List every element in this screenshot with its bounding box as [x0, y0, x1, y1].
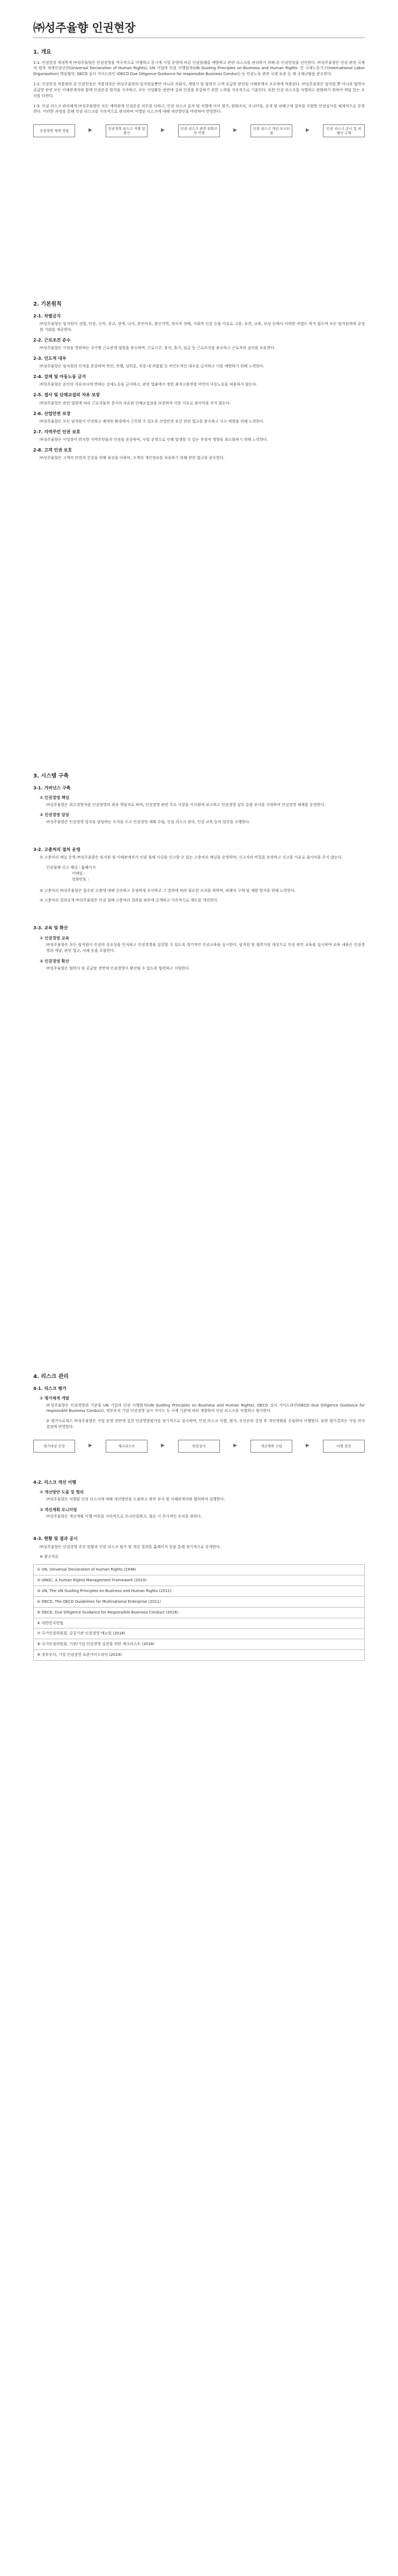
paragraph: ㈜성주율향은 개선계획 이행 여부를 지속적으로 모니터링하고, 필요 시 추가적인 조치를 취한다.: [46, 1514, 202, 1519]
paragraph: ㈜성주율향은 식별된 인권 리스크에 대해 개선방안을 도출하고 관련 부서 및 이해관계자와 협의하여 실행한다.: [46, 1497, 225, 1501]
sub-sub-heading: ② 인권경영 담당: [40, 812, 70, 818]
flow-step: 인권 리스크 개선 모니터링: [250, 124, 292, 137]
channel-label: 전화번호: [72, 877, 87, 882]
table-cell: ② UNGC, A human Rights Management Framework (2010): [34, 1575, 365, 1586]
paragraph: ㈜성주율향은 협력사 및 공급망 전반에 인권경영이 확산될 수 있도록 협력하고 지원한다.: [46, 966, 190, 971]
principle-item: [33, 313, 365, 333]
flow-step: 평가대상 선정: [33, 1440, 75, 1453]
reference-heading: ※ 참고자료: [40, 1555, 59, 1559]
arrow-right-icon: ▶: [89, 1442, 92, 1448]
item-text: ㈜성주율향은 사업을 영위하는 국가별 근로관계 법령을 준수하며, 근로시간, 휴식, 휴가, 임금 등 근로조건을 준수하고 근로자의 권리를 보호한다.: [40, 345, 276, 350]
arrow-right-icon: ▶: [305, 1442, 309, 1448]
sub-sub-heading: ② 인권경영 확산: [40, 958, 70, 964]
paragraph: ㈜성주율향은 인권경영 업무를 담당하는 조직을 두고 인권경영 계획 수립, 인권 리스크 관리, 인권 교육 등의 업무를 수행한다.: [46, 819, 250, 824]
page-title: ㈜성주율향 인권현장: [33, 21, 136, 34]
principle-item: [33, 374, 365, 388]
section-risk-management: [33, 1373, 365, 1665]
item-text: ㈜성주율향은 관련 법령에 따라 근로자들의 결사의 자유와 단체교섭권을 보장하며 이를 이유로 불이익을 주지 않는다.: [40, 401, 231, 405]
table-cell: ⑨ 정부부처, 기업 인권경영 표준가이드라인 (2019): [34, 1650, 365, 1661]
item-text: ㈜성주율향은 임직원의 인격을 존중하며 폭언, 폭행, 성희롱, 직장 내 괴롭힘 등 비인도적인 대우를 금지하고 이를 예방하기 위해 노력한다.: [40, 364, 264, 369]
flow-step: 개선계획 수립: [250, 1440, 292, 1453]
sub-sub-heading: ① 인권경영 교육: [40, 935, 70, 941]
section-heading: 1. 개요: [33, 49, 51, 55]
table-cell: ⑥ 대한민국헌법: [34, 1618, 365, 1628]
sub-sub-heading: ① 평가체계 개발: [40, 1395, 70, 1401]
item-heading: 2-8. 고객 인권 보호: [33, 447, 72, 453]
table-cell: ⑦ 국가인권위원회, 공공기관 인권경영 매뉴얼 (2018): [34, 1628, 365, 1639]
section-heading: 4. 리스크 관리: [33, 1374, 69, 1380]
flow-step: 인권 리스크 관련 완화조치 이행: [178, 124, 220, 137]
sub-heading: 4-3. 현황 및 결과 공시: [33, 1536, 78, 1542]
table-row: [34, 1575, 365, 1586]
item-heading: 2-5. 결사 및 단체교섭의 자유 보장: [33, 393, 100, 398]
paragraph: 1-3. 인권 리스크 관리체계 ㈜성주율향은 모든 계약관계 인권존중 의무를 다하고, 인권 리스크 분석 및 식별에 이어 평가, 완화조치, 모니터링, 공개 및 피해구제 절차를 포함한 인권실사를 체계적으로 운영한다. 이러한 과정을 통해 인권 리스크를 지속적으로 관리하며 식별된 리스크에 대해 개선방안을 마련하여 반영한다.: [33, 103, 365, 114]
channel-label: 인권침해 신고 채널: [46, 865, 78, 870]
table-row: [34, 1639, 365, 1650]
channel-item: 인권침해 신고 채널 : 홈페이지: [46, 865, 96, 870]
flow-step: 인권경영 리스크 식별 및 평가: [106, 124, 148, 137]
arrow-right-icon: ▶: [161, 1442, 165, 1448]
principle-item: [33, 429, 365, 443]
paragraph: 1-1. 인권헌장 제정목적 ㈜성주율향은 인권경영을 적극적으로 이행하고 동시에 사업 운영에 따른 인권침해를 예방하고 관련 리스크를 관리하기 위해 본 인권헌장을 선언한다. ㈜성주율향은 인권 관련 국제적 원칙 세계인권선언(Universal Declaration of Human Rights), UN 기업과 인권 이행원칙(UN Guiding Principles on Business and Human Rights: 등 국제노동기구(International Labor Organization) 핵심협약, OECD 실사 가이드라인 (OECD Due Diligence Guidance for responsible Business Conduct) 등 인권노동 관련 국제 표준 등 제 국제규범을 준수한다.: [33, 60, 365, 77]
risk-process-flow: [33, 124, 365, 137]
paragraph: ③ 고충처리 결과공개 ㈜성주율향은 인권 침해 고충처리 결과를 외부에 공개하고 지속적으로 제도를 개선한다.: [40, 898, 218, 903]
section-principles: [33, 300, 365, 465]
paragraph: ② 고충처리 ㈜성주율향은 접수된 고충에 대해 신속하고 공정하게 조사하고 그 결과에 따라 필요한 조치를 취하며, 피해자 구제 및 재발 방지를 위해 노력한다.: [40, 888, 296, 893]
table-cell: ⑧ 국가인권위원회, 기관/기업 인권경영 실천을 위한 체크리스트 (2018): [34, 1639, 365, 1650]
table-cell: ① UN, Universal Declaration of Human Rights (1948): [34, 1565, 365, 1575]
principle-item: [33, 392, 365, 406]
item-heading: 2-6. 산업안전 보장: [33, 411, 71, 416]
paragraph: ㈜성주율향은 모든 임직원이 인권의 중요성을 인식하고 인권경영을 실천할 수 있도록 정기적인 인권교육을 실시한다. 임직원 및 협력사를 대상으로 인권 관련 교육을 실시하며 교육 내용은 인권경영의 개념, 관련 법규, 사례 등을 포함한다.: [46, 943, 365, 953]
arrow-right-icon: ▶: [89, 128, 92, 134]
paragraph: ㈜성주율향은 인권경영의 기준을 UN 기업과 인권 이행원칙(UN Guiding Principles on Business and Human Rights), OECD 실사 가이드라인(OECD Due Diligence Guidance for responsible Business Conduct), 정부부처 기업 인권경영 실사 가이드 등 국제 기준에 따라 개발하여 인권 리스크를 식별하고 평가한다.: [46, 1403, 365, 1413]
sub-heading: 3-2. 고충처리 절차 운영: [33, 847, 80, 852]
section-heading: 2. 기본원칙: [33, 301, 62, 307]
table-row: [34, 1565, 365, 1575]
channel-list: [46, 865, 365, 883]
channel-item: 이메일 :: [72, 871, 85, 876]
table-row: [34, 1586, 365, 1596]
item-heading: 2-1. 차별금지: [33, 313, 61, 319]
arrow-right-icon: ▶: [161, 128, 165, 134]
flow-step: 이행 점검: [323, 1440, 365, 1453]
item-heading: 2-4. 강제 및 아동노동 금지: [33, 374, 86, 380]
assessment-process-flow: [33, 1440, 365, 1453]
principle-item: [33, 411, 365, 425]
table-cell: ③ UN, The UN Guiding Principles on Business and Human Rights (2011): [34, 1586, 365, 1596]
table-row: [34, 1618, 365, 1628]
table-row: [34, 1650, 365, 1661]
principle-item: [33, 337, 365, 351]
paragraph: ㈜성주율향은 인권경영 추진 현황과 인권 리스크 평가 및 개선 결과를 홈페이지 등을 통해 정기적으로 공개한다.: [40, 1544, 221, 1549]
channel-label: 이메일: [72, 871, 83, 876]
paragraph: ① 고충처리 채널 운영 ㈜성주율향은 임직원 및 이해관계자가 인권 침해 사실을 신고할 수 있는 고충처리 채널을 운영하며, 신고자의 비밀을 보장하고 신고를 이유로 불이익을 주지 않는다.: [40, 855, 343, 860]
sub-heading: 4-1. 리스크 평가: [33, 1386, 67, 1391]
item-text: ㈜성주율향은 임직원이 성별, 인종, 국적, 종교, 장애, 나이, 혼인여부, 출신지역, 정치적 견해, 사회적 신분 등을 이유로 고용, 승진, 교육, 보상 등에서 어떠한 차별도 하지 않으며 모든 임직원에게 공정한 기회를 제공한다.: [40, 321, 365, 332]
table-row: [34, 1607, 365, 1618]
arrow-right-icon: ▶: [233, 1442, 237, 1448]
flow-step: 인권 리스크 공시 및 피해자 구제: [323, 124, 365, 137]
flow-step: 인권경영 체계 정립: [33, 124, 75, 137]
flow-step: 체크리스트: [106, 1440, 148, 1453]
sub-heading: 4-2. 리스크 개선 이행: [33, 1479, 76, 1485]
table-cell: ⑤ OECD, Due Diligence Guidance for Responsible Business Conduct (2018): [34, 1607, 365, 1618]
section-overview: [33, 48, 365, 144]
item-text: ㈜성주율향은 고객의 안전과 건강을 위해 최선을 다하며, 고객의 개인정보를 보호하기 위해 관련 법규를 준수한다.: [40, 456, 225, 461]
paragraph: 1-2. 인권헌장 적용범위 본 인권헌장은 적용대상은 ㈜성주율향의 임직원들뿐만 아니라 자회사, 계열사 및 협력사 고객 공급망 관련된 이해관계자 모두에게 적용된다. ㈜성주율향은 임직원 뿐 아니라 협력사 공급망 관련 모든 이해관계자와 함께 인권존중 원칙을 지지하고, 모든 사업활동 전반에 걸쳐 인권을 존중하기 위한 노력을 지속적으로 기울인다. 또한 인권 리스크를 식별하고 완화하기 위하여 책임 있는 조치를 다한다.: [33, 82, 365, 98]
table-cell: ④ OECD, The OECD Guidelines for Multinational Enterprise (2011): [34, 1596, 365, 1607]
flow-step: 현장실사: [178, 1440, 220, 1453]
sub-sub-heading: ① 개선방안 도출 및 협의: [40, 1490, 84, 1495]
item-heading: 2-7. 지역주민 인권 보호: [33, 429, 80, 434]
table-row: [34, 1628, 365, 1639]
paragraph: ② 평가프로세스 ㈜성주율향은 사업 운영 전반에 걸친 인권영향평가를 정기적으로 실시하며, 인권 리스크 식별, 평가, 우선순위 결정 후 개선계획을 수립하여 이행한다. 또한 평가결과는 사업 의사결정에 반영한다.: [46, 1419, 365, 1430]
arrow-right-icon: ▶: [305, 128, 309, 134]
sub-sub-heading: ② 개선계획 모니터링: [40, 1507, 77, 1512]
principle-item: [33, 447, 365, 461]
principle-item: [33, 356, 365, 369]
item-text: ㈜성주율향은 모든 임직원이 안전하고 쾌적한 환경에서 근무할 수 있도록 산업안전 보건 관련 법규를 준수하고 사고 예방을 위해 노력한다.: [40, 419, 264, 424]
item-text: ㈜성주율향은 본인의 자유의사에 반하는 강제노동을 금지하고, 관련 법률에서 정한 최저고용연령 미만의 아동노동을 허용하지 않는다.: [40, 382, 257, 387]
channel-value[interactable]: 홈페이지: [81, 865, 96, 870]
arrow-right-icon: ▶: [233, 128, 237, 134]
sub-sub-heading: ① 인권경영 책임: [40, 795, 70, 800]
item-text: ㈜성주율향은 사업장이 위치한 지역주민들의 인권을 존중하며, 사업 운영으로 인해 발생할 수 있는 부정적 영향을 최소화하기 위해 노력한다.: [40, 438, 268, 442]
channel-item: 전화번호 :: [72, 877, 89, 882]
paragraph: ㈜성주율향은 최고경영자를 인권경영의 최종 책임자로 하며, 인권경영 관련 주요 사항을 이사회에 보고하고 인권경영 실무 총괄 부서를 지정하여 인권경영 체계를 운영한다.: [46, 802, 326, 807]
reference-table: [33, 1564, 365, 1661]
item-heading: 2-3. 인도적 대우: [33, 356, 67, 361]
section-heading: 3. 시스템 구축: [33, 773, 69, 779]
sub-heading: 3-3. 교육 및 확산: [33, 926, 68, 931]
section-system: [33, 772, 365, 975]
sub-heading: 3-1. 거버넌스 구축: [33, 785, 71, 790]
item-heading: 2-2. 근로조건 준수: [33, 337, 71, 343]
table-row: [34, 1596, 365, 1607]
